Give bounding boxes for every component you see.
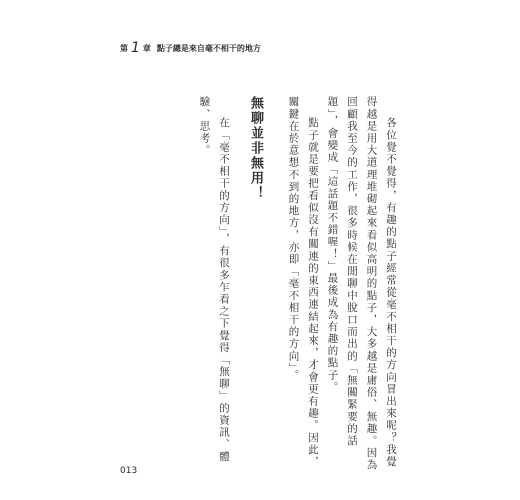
paragraph: 在「毫不相干的方向」，有很多乍看之下覺得「無聊」的資訊、體驗、思考。 — [198, 96, 230, 463]
chapter-suffix: 章 — [142, 43, 151, 53]
paragraph: 點子就是要把看似沒有關連的東西連結起來，才會更有趣。因此，關鍵在於意想不到的地方，亦即「毫不相干的方向」。 — [287, 96, 319, 468]
body-text — [120, 96, 400, 476]
section-heading: 無聊並非無用！ — [248, 96, 263, 201]
chapter-title: 點子總是來自毫不相干的地方 — [156, 43, 261, 53]
running-header — [120, 40, 261, 56]
chapter-number: 1 — [131, 40, 140, 56]
page-number: 013 — [120, 466, 138, 476]
chapter-prefix: 第 — [120, 43, 128, 53]
paragraph: 各位覺不覺得，有趣的點子經常從毫不相干的方向冒出來呢？我覺得越是用大道理堆砌起來看似高明的點子，大多越是庸俗、無趣。因為回顧我至今的工作，很多時候在閒聊中脫口而出的「無關緊要的話題」，會變成「這話題不錯喔！」最後成為有趣的點子。 — [326, 96, 397, 472]
